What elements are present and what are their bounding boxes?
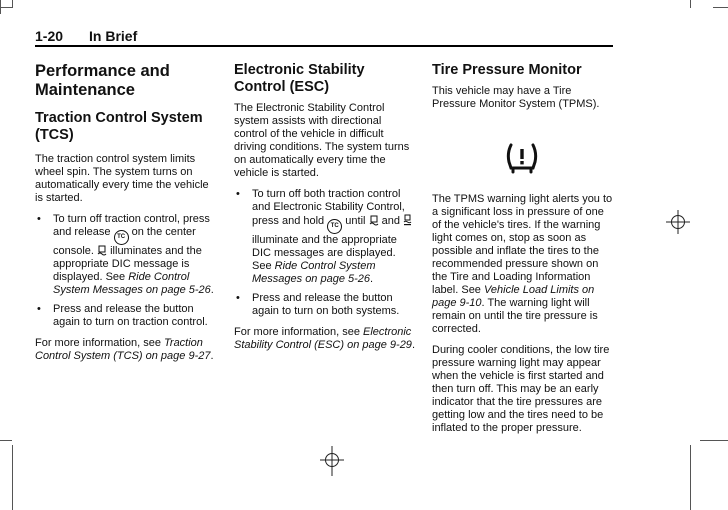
esc-intro: The Electronic Stability Control system assists with directional control of the vehicle in difficult driving conditions. The system turns on automatically every time the vehicle is started. (234, 102, 410, 179)
crop-mark (713, 7, 728, 8)
crop-mark (0, 440, 12, 441)
header-rule (35, 45, 613, 47)
link-ride-control[interactable]: Ride Control System Messages on page 5-26 (53, 271, 211, 296)
crop-mark (700, 440, 728, 441)
heading-performance: Performance and Maintenance (35, 62, 170, 99)
page-number: 1-20 (35, 28, 64, 44)
list-item: • Press and release the button again to turn on both systems. (234, 292, 416, 318)
crop-mark (690, 445, 691, 510)
crop-mark (0, 0, 1, 14)
registration-mark (666, 210, 690, 234)
list-item: • To turn off traction control, press and release TC on the center console. illuminates and the appropriate DIC message is displayed. See Ride Control System Messages on page 5-26. (35, 213, 218, 297)
tcs-button-icon: TC (114, 230, 129, 245)
tcs-button-icon: TC (327, 219, 342, 234)
column-esc (234, 62, 416, 360)
link-vehicle-load[interactable]: Vehicle Load Limits on page 9-10 (432, 284, 595, 309)
tpms-warning-icon (504, 141, 540, 175)
esc-more-info: For more information, see Electronic Stability Control (ESC) on page 9-29. (234, 326, 415, 351)
column-performance (35, 62, 218, 371)
crop-mark (12, 445, 13, 510)
esc-bullets (234, 188, 416, 318)
crop-mark (690, 0, 691, 8)
link-ride-control[interactable]: Ride Control System Messages on page 5-26 (252, 260, 376, 285)
esc-off-icon (403, 214, 412, 226)
crop-mark (12, 0, 13, 8)
tcs-bullets (35, 213, 218, 329)
registration-mark (320, 446, 344, 476)
tpms-cold-note: During cooler conditions, the low tire pressure warning light may appear when the vehicle is first started and then turn off. This may be an early indicator that the tire pressures are getting low and the tires need to be inflated to the proper pressure. (432, 344, 610, 434)
heading-tpms: Tire Pressure Monitor (432, 62, 582, 78)
tpms-figure (432, 111, 614, 193)
section-title: In Brief (89, 28, 138, 44)
tpms-intro: This vehicle may have a Tire Pressure Monitor System (TPMS). (432, 85, 600, 110)
tcs-indicator-icon (97, 245, 107, 256)
tpms-description: The TPMS warning light alerts you to a significant loss in pressure of one of the vehicle's tires. If the warning light comes on, stop as soon as possible and inflate the tires to the recommended pressure shown on the Tire and Loading Information label. See Vehicle Load Limits on page 9-10. The warning light will remain on until the tire pressure is corrected. (432, 193, 613, 335)
column-tpms (432, 62, 614, 443)
heading-tcs: Traction Control System (TCS) (35, 110, 203, 143)
link-tcs[interactable]: Traction Control System (TCS) on page 9-27 (35, 337, 211, 362)
heading-esc: Electronic Stability Control (ESC) (234, 62, 365, 95)
tcs-indicator-icon (369, 215, 379, 226)
tcs-intro: The traction control system limits wheel spin. The system turns on automatically every time the vehicle is started. (35, 153, 209, 204)
list-item: • To turn off both traction control and Electronic Stability Control, press and hold TC until and illuminate and the appropriate DIC messages are displayed. See Ride Control System Messages on page 5-26. (234, 188, 416, 286)
tcs-more-info: For more information, see Traction Control System (TCS) on page 9-27. (35, 337, 214, 362)
list-item: • Press and release the button again to turn on traction control. (35, 303, 218, 329)
link-esc[interactable]: Electronic Stability Control (ESC) on page 9-29 (234, 326, 412, 351)
crop-mark (0, 7, 12, 8)
